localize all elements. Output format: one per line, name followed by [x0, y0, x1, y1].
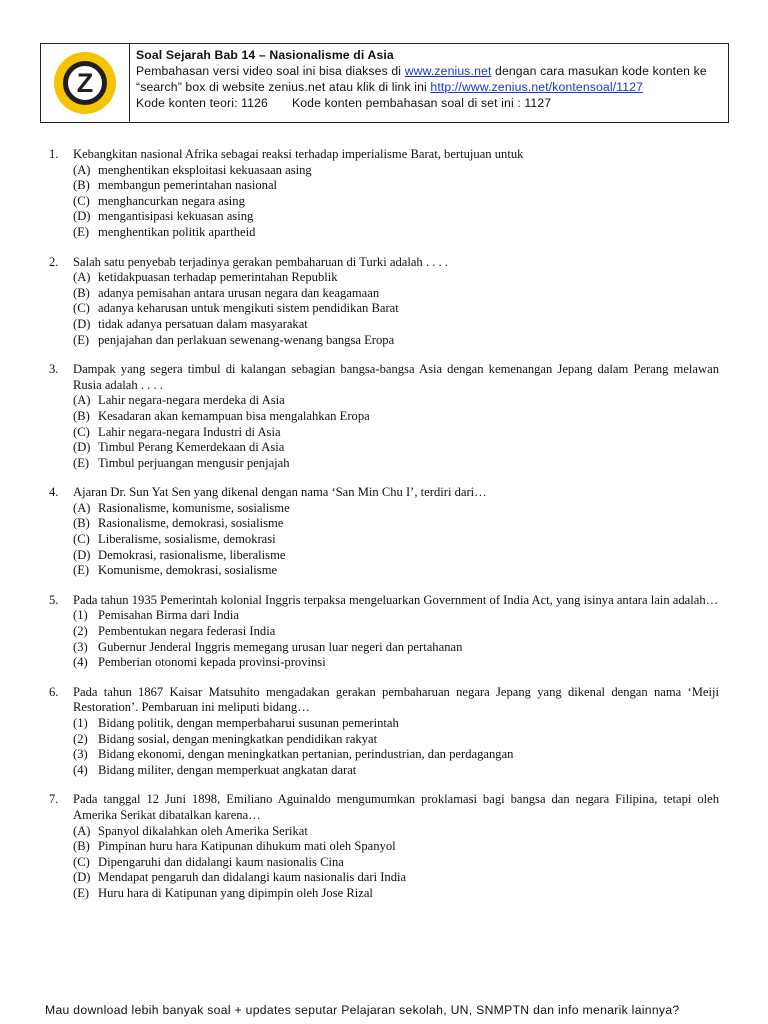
option-label: (1): [73, 608, 88, 623]
option-label: (4): [73, 762, 88, 777]
answer-option: [73, 839, 719, 855]
answer-option: [73, 440, 719, 456]
answer-option: [73, 516, 719, 532]
option-label: (B): [73, 839, 90, 854]
option-text: Bidang militer, dengan memperkuat angkatan darat: [98, 762, 357, 777]
zenius-logo-icon: [52, 50, 118, 116]
question-number: 2.: [49, 254, 59, 269]
answer-option: [73, 178, 719, 194]
option-text: Rasionalisme, demokrasi, sosialisme: [98, 516, 284, 531]
question-item: [49, 147, 719, 241]
option-text: Mendapat pengaruh dan didalangi kaum nasionalis dari India: [98, 870, 407, 885]
footer-text: Mau download lebih banyak soal + updates seputar Pelajaran sekolah, UN, SNMPTN dan info menarik lainnya?: [45, 1003, 680, 1017]
option-label: (A): [73, 823, 91, 838]
option-label: (E): [73, 455, 90, 470]
answer-option: [73, 608, 719, 624]
answer-option: [73, 716, 719, 732]
answer-option: [73, 824, 719, 840]
option-text: Bidang sosial, dengan meningkatkan pendidikan rakyat: [98, 731, 378, 746]
option-label: (2): [73, 624, 88, 639]
question-item: [49, 362, 719, 471]
option-label: (B): [73, 516, 90, 531]
option-text: menghentikan eksploitasi kekuasaan asing: [98, 162, 312, 177]
question-item: [49, 593, 719, 671]
option-text: ketidakpuasan terhadap pemerintahan Republik: [98, 270, 338, 285]
option-label: (A): [73, 270, 91, 285]
answer-option: [73, 886, 719, 902]
answer-option: [73, 563, 719, 579]
question-stem-row: [49, 255, 719, 271]
answer-option: [73, 640, 719, 656]
option-label: (1): [73, 716, 88, 730]
option-text: Lahir negara-negara merdeka di Asia: [98, 393, 285, 408]
option-label: (B): [73, 178, 90, 193]
question-stem-row: [49, 147, 719, 163]
header-line-1-suffix: dengan cara masukan kode konten ke: [491, 64, 707, 78]
question-stem: Pada tahun 1935 Pemerintah kolonial Inggris terpaksa mengeluarkan Government of India Act, yang isinya antara lain adalah…: [73, 592, 719, 607]
option-text: adanya keharusan untuk mengikuti sistem pendidikan Barat: [98, 301, 399, 316]
option-text: Lahir negara-negara Industri di Asia: [98, 424, 281, 439]
code-teori: Kode konten teori: 1126: [136, 96, 268, 110]
answer-option: [73, 655, 719, 671]
answer-option: [73, 317, 719, 333]
document-title: Soal Sejarah Bab 14 – Nasionalisme di Asia: [136, 48, 394, 62]
option-list: [49, 824, 719, 902]
option-text: penjajahan dan perlakuan sewenang-wenang bangsa Eropa: [98, 332, 395, 347]
option-label: (E): [73, 224, 90, 239]
option-label: (2): [73, 731, 88, 746]
option-list: [49, 393, 719, 471]
question-item: [49, 685, 719, 779]
question-number: 1.: [49, 147, 59, 161]
answer-option: [73, 732, 719, 748]
question-item: [49, 255, 719, 349]
question-stem-row: [49, 792, 719, 823]
answer-option: [73, 194, 719, 210]
option-label: (D): [73, 209, 91, 224]
option-label: (E): [73, 563, 90, 578]
answer-option: [73, 163, 719, 179]
question-number: 3.: [49, 362, 59, 377]
document-header: [40, 43, 729, 123]
option-text: Spanyol dikalahkan oleh Amerika Serikat: [98, 823, 308, 838]
question-number: 6.: [49, 684, 59, 699]
option-text: Kesadaran akan kemampuan bisa mengalahkan Eropa: [98, 408, 370, 423]
option-text: Timbul Perang Kemerdekaan di Asia: [98, 440, 285, 455]
zenius-logo-cell: [41, 44, 130, 122]
option-text: Liberalisme, sosialisme, demokrasi: [98, 532, 276, 547]
option-text: menghentikan politik apartheid: [98, 224, 256, 239]
answer-option: [73, 855, 719, 871]
option-label: (E): [73, 332, 90, 347]
konten-soal-link[interactable]: http://www.zenius.net/kontensoal/1127: [430, 80, 644, 94]
option-text: Huru hara di Katipunan yang dipimpin oleh Jose Rizal: [98, 885, 373, 900]
answer-option: [73, 456, 719, 472]
option-label: (A): [73, 162, 91, 177]
answer-option: [73, 209, 719, 225]
option-label: (D): [73, 440, 91, 455]
header-codes: [136, 95, 707, 111]
question-stem: Ajaran Dr. Sun Yat Sen yang dikenal dengan nama ‘San Min Chu I’, terdiri dari…: [73, 485, 487, 500]
question-number: 7.: [49, 792, 59, 807]
option-text: Timbul perjuangan mengusir penjajah: [98, 455, 290, 470]
question-stem-row: [49, 485, 719, 501]
answer-option: [73, 270, 719, 286]
answer-option: [73, 501, 719, 517]
option-label: (C): [73, 854, 90, 869]
option-label: (C): [73, 532, 90, 547]
option-label: (B): [73, 285, 90, 300]
answer-option: [73, 870, 719, 886]
answer-option: [73, 409, 719, 425]
option-text: Pembentukan negara federasi India: [98, 624, 276, 639]
answer-option: [73, 763, 719, 779]
question-stem: Dampak yang segera timbul di kalangan sebagian bangsa-bangsa Asia dengan kemenangan Jepang dalam Perang melawan Rusia adalah . . . .: [73, 362, 719, 392]
option-label: (4): [73, 655, 88, 670]
option-text: Gubernur Jenderal Inggris memegang urusan luar negeri dan pertahanan: [98, 639, 463, 654]
question-stem: Salah satu penyebab terjadinya gerakan pembaharuan di Turki adalah . . . .: [73, 254, 448, 269]
option-text: Komunisme, demokrasi, sosialisme: [98, 563, 278, 578]
header-line-2: [136, 79, 707, 95]
question-stem: Pada tanggal 12 Juni 1898, Emiliano Aguinaldo mengumumkan proklamasi bagi bangsa dan negara Filipina, tetapi oleh Amerika Serikat dibatalkan karena…: [73, 792, 719, 822]
answer-option: [73, 301, 719, 317]
question-list: [49, 147, 719, 916]
option-label: (D): [73, 870, 91, 885]
option-text: Rasionalisme, komunisme, sosialisme: [98, 500, 290, 515]
answer-option: [73, 747, 719, 763]
answer-option: [73, 548, 719, 564]
question-stem: Pada tahun 1867 Kaisar Matsuhito mengadakan gerakan pembaharuan negara Jepang yang dikenal dengan nama ‘Meiji Restoration’. Pembaruan ini meliputi bidang…: [73, 684, 719, 715]
question-stem-row: [49, 593, 719, 609]
option-text: Pimpinan huru hara Katipunan dihukum mati oleh Spanyol: [98, 839, 396, 854]
option-text: Pemisahan Birma dari India: [98, 608, 239, 623]
header-line-1-prefix: Pembahasan versi video soal ini bisa diakses di: [136, 64, 405, 78]
option-label: (A): [73, 500, 91, 515]
option-label: (A): [73, 393, 91, 408]
option-text: tidak adanya persatuan dalam masyarakat: [98, 316, 308, 331]
answer-option: [73, 532, 719, 548]
option-list: [49, 270, 719, 348]
option-label: (3): [73, 639, 88, 654]
option-list: [49, 163, 719, 241]
logo-letter: Z: [76, 68, 94, 98]
question-stem-row: [49, 685, 719, 716]
option-label: (E): [73, 885, 90, 900]
answer-option: [73, 286, 719, 302]
option-label: (C): [73, 301, 90, 316]
option-label: (C): [73, 193, 90, 208]
option-text: Bidang ekonomi, dengan meningkatkan pertanian, perindustrian, dan perdagangan: [98, 747, 514, 762]
question-item: [49, 792, 719, 901]
option-text: mengantisipasi kekuasan asing: [98, 209, 254, 224]
question-stem-row: [49, 362, 719, 393]
option-text: membangun pemerintahan nasional: [98, 178, 278, 193]
answer-option: [73, 425, 719, 441]
question-item: [49, 485, 719, 579]
option-label: (C): [73, 424, 90, 439]
zenius-website-link[interactable]: www.zenius.net: [404, 64, 492, 78]
option-label: (3): [73, 747, 88, 762]
option-label: (D): [73, 316, 91, 331]
option-text: Dipengaruhi dan didalangi kaum nasionalis Cina: [98, 854, 344, 869]
option-label: (D): [73, 547, 91, 562]
header-text-block: [130, 44, 707, 122]
header-line-2-prefix: “search” box di website zenius.net atau klik di link ini: [136, 80, 431, 94]
option-text: Pemberian otonomi kepada provinsi-provinsi: [98, 655, 326, 670]
question-stem: Kebangkitan nasional Afrika sebagai reaksi terhadap imperialisme Barat, bertujuan untuk: [73, 147, 524, 161]
option-label: (B): [73, 408, 90, 423]
header-line-1: [136, 63, 707, 79]
option-list: [49, 716, 719, 778]
option-list: [49, 501, 719, 579]
answer-option: [73, 225, 719, 241]
question-number: 4.: [49, 485, 59, 500]
option-text: adanya pemisahan antara urusan negara dan keagamaan: [98, 285, 380, 300]
answer-option: [73, 393, 719, 409]
code-pembahasan: Kode konten pembahasan soal di set ini : 1127: [291, 96, 552, 110]
option-text: Bidang politik, dengan memperbaharui susunan pemerintah: [98, 716, 399, 730]
option-text: Demokrasi, rasionalisme, liberalisme: [98, 547, 286, 562]
question-number: 5.: [49, 592, 59, 607]
answer-option: [73, 624, 719, 640]
option-text: menghancurkan negara asing: [98, 193, 245, 208]
option-list: [49, 608, 719, 670]
answer-option: [73, 333, 719, 349]
